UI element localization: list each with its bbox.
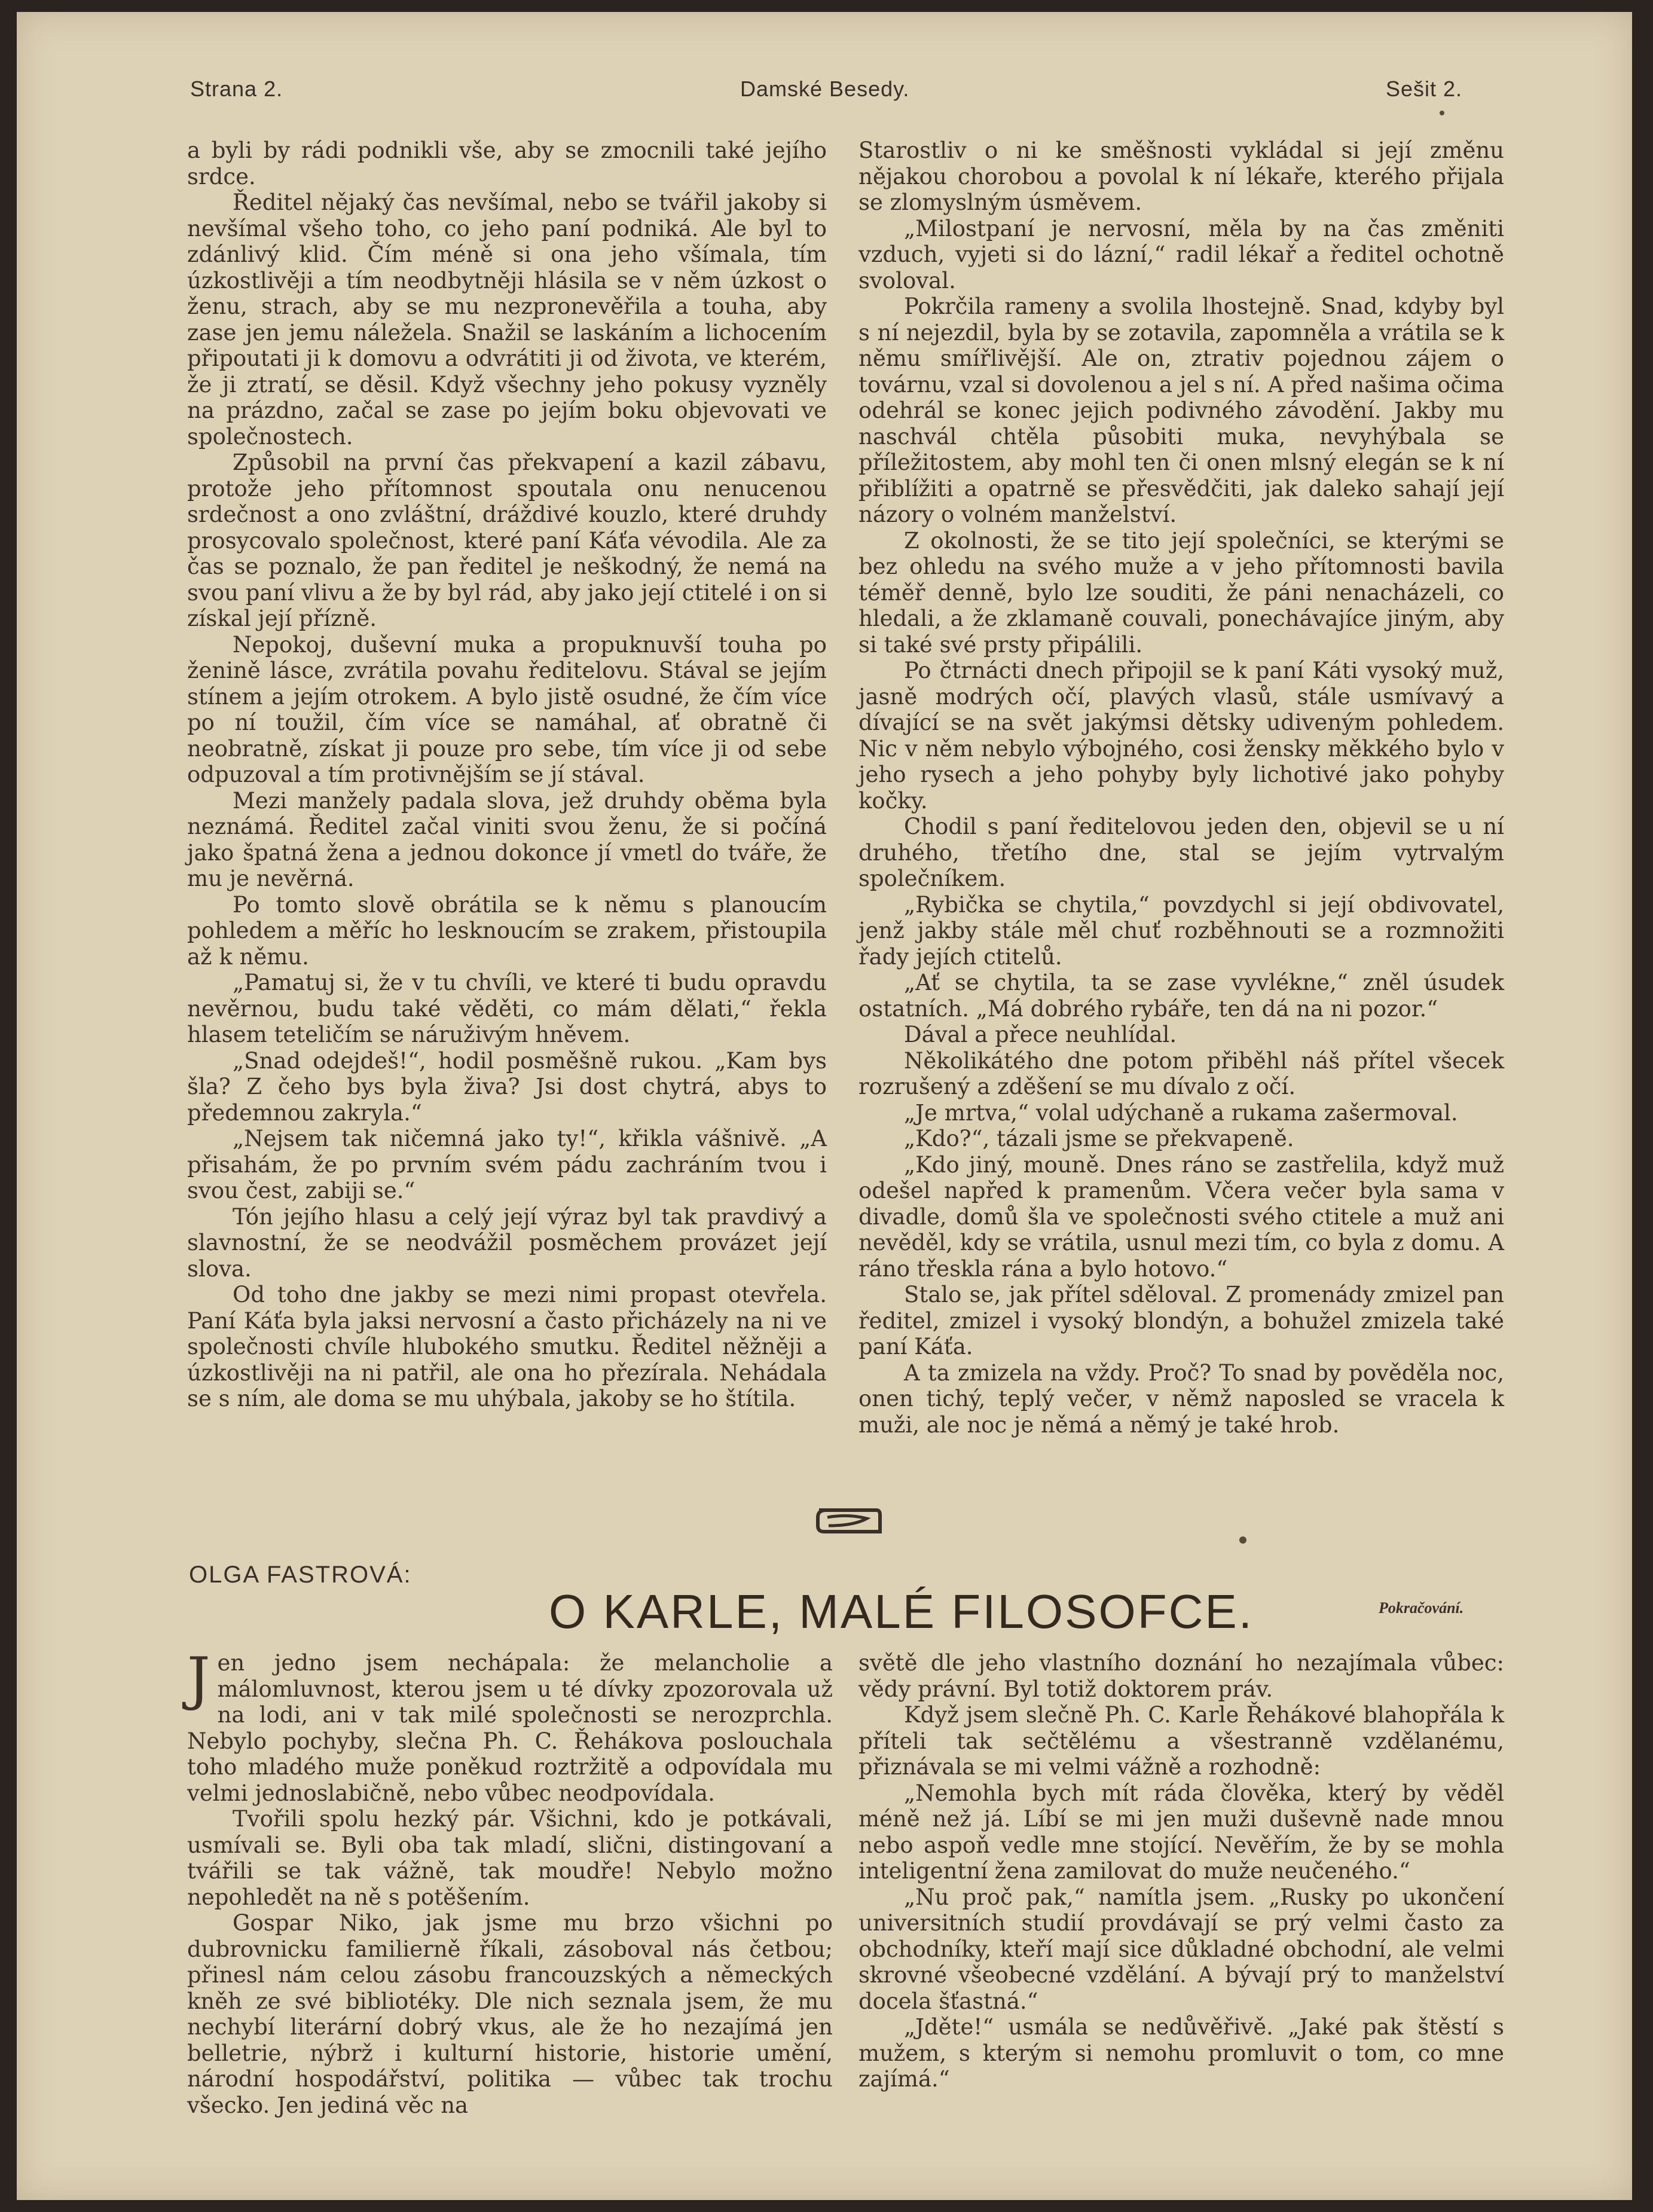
paragraph: Od toho dne jakby se mezi nimi propast otevřela. Paní Káťa byla jaksi nervosní a často přicházely na ni ve společnosti chvíle hlubokého smutku. Ředitel něžněji a úzkostlivěji na ni patřil, ale ona ho přezírala. Nehádala se s ním, ale doma se mu uhýbala, jakoby se ho štítila. xyxy=(187,1282,827,1411)
paragraph: a byli by rádi podnikli vše, aby se zmocnili také jejího srdce. xyxy=(187,138,827,190)
paragraph: Tvořili spolu hezký pár. Všichni, kdo je potkávali, usmívali se. Byli oba tak mladí, slični, distingovaní a tvářili se tak vážně, tak moudře! Nebylo možno nepohledět na ně s potěšením. xyxy=(187,1806,833,1910)
paragraph: Starostliv o ni ke směšnosti vykládal si její změnu nějakou chorobou a povolal k ní lékaře, kterého přijala se zlomyslným úsměvem. xyxy=(858,138,1504,215)
paragraph: „Kdo jiný, mouně. Dnes ráno se zastřelila, když muž odešel napřed k pramenům. Včera večer byla sama v divadle, domů šla ve společnosti svého ctitele a muž ani nevěděl, kdy se vrátila, usnul mezi tím, co byla z domu. A ráno třeskla rána a bylo hotovo.“ xyxy=(858,1151,1504,1282)
paragraph: Tón jejího hlasu a celý její výraz byl tak pravdivý a slavnostní, že se neodvážil posměchem provázet její slova. xyxy=(187,1203,827,1282)
paragraph: Po tomto slově obrátila se k němu s planoucím pohledem a měříc ho lesknoucím se zrakem, přistoupila až k němu. xyxy=(187,891,827,970)
paragraph: Několikátého dne potom přiběhl náš přítel všecek rozrušený a zděšení se mu dívalo z očí. xyxy=(858,1047,1504,1099)
print-speck xyxy=(1440,111,1444,115)
issue-number: Sešit 2. xyxy=(1386,77,1463,101)
paragraph: Nepokoj, duševní muka a propuknuvší touha po ženině lásce, zvrátila povahu ředitelovu. Stával se jejím stínem a jejím otrokem. A bylo jistě osudné, že čím více po ní toužil, čím více se namáhal, ať obratně či neobratně, získat ji pouze pro sebe, tím více ji od sebe odpuzoval a tím protivnějším se jí stával. xyxy=(187,631,827,787)
paragraph: Mezi manžely padala slova, jež druhdy oběma byla neznámá. Ředitel začal viniti svou ženu, že si počíná jako špatná žena a jednou dokonce jí vmetl do tváře, že mu je nevěrná. xyxy=(187,787,827,891)
story1-column-right xyxy=(858,138,1504,1438)
paragraph: Pokrčila rameny a svolila lhostejně. Snad, kdyby byl s ní nejezdil, byla by se zotavila, zapomněla a vrátila se k němu smířlivější. Ale on, ztrativ pojednou zájem o továrnu, vzal si dovolenou a jel s ní. A před našima očima odehrál se konec jejich podivného závodění. Jakby mu naschvál chtěla působiti muka, nevyhýbala se příležitostem, aby mohl ten či onen mlsný elegán se k ní přiblížiti a opatrně se přesvědčiti, jak daleko sahají její názory o volném manželství. xyxy=(858,294,1504,527)
paragraph: „Nu proč pak,“ namítla jsem. „Rusky po ukončení universitních studií provdávají se prý velmi často za obchodníky, kteří mají sice důkladné obchodní, ale velmi skrovné všeobecné vzdělání. A bývají prý to manželství docela šťastná.“ xyxy=(858,1884,1504,2014)
story2-column-left xyxy=(187,1645,833,2118)
paragraph: „Nemohla bych mít ráda člověka, který by věděl méně než já. Líbí se mi jen muži duševně nade mnou nebo aspoň vedle mne stojící. Nevěřím, že by se mohla inteligentní žena zamilovat do muže neučeného.“ xyxy=(858,1780,1504,1884)
magazine-title: Damské Besedy. xyxy=(740,77,910,101)
paragraph: „Ať se chytila, ta se zase vyvlékne,“ zněl úsudek ostatních. „Má dobrého rybáře, ten dá na ni pozor.“ xyxy=(858,970,1504,1022)
drop-cap: J xyxy=(187,1645,210,1712)
paragraph: Dával a přece neuhlídal. xyxy=(904,1022,1177,1047)
story1-column-left xyxy=(187,138,827,1412)
paragraph: „Nejsem tak ničemná jako ty!“, křikla vášnivě. „A přisahám, že po prvním svém pádu zachráním tvou i svou čest, zabiji se.“ xyxy=(187,1126,827,1203)
paragraph: „Je mrtva,“ volal udýchaně a rukama zašermoval. xyxy=(904,1099,1458,1126)
first-paragraph-text: en jedno jsem nechápala: že melancholie a málomluvnost, kterou jsem u té dívky zpozorovala už na lodi, ani v tak milé společnosti se nerozprchla. Nebylo pochyby, slečna Ph. C. Řehákova poslouchala toho mladého muže poněkud roztržitě a odpovídala mu velmi jednoslabičně, nebo vůbec neodpovídala. xyxy=(187,1650,833,1806)
paragraph: Gospar Niko, jak jsme mu brzo všichni po dubrovnicku familierně říkali, zásoboval nás četbou; přinesl nám celou zásobu francouzských a německých kněh ze své bibliotéky. Dle nich seznala jsem, že mu nechybí literární dobrý vkus, ale že ho nezajímá jen belletrie, nýbrž i kulturní historie, historie umění, národní hospodářství, politika — vůbec tak trochu všecko. Jen jediná věc na xyxy=(187,1910,833,2118)
article-title: O KARLE, MALÉ FILOSOFCE. xyxy=(549,1585,1254,1638)
paragraph: Ředitel nějaký čas nevšímal, nebo se tvářil jakoby si nevšímal všeho toho, co jeho paní podniká. Ale byl to zdánlivý klid. Čím méně si ona jeho všímala, tím úzkostlivěji a tím neodbytněji hlásila se v něm úzkost o ženu, strach, aby se mu nezpronevěřila a touha, aby zase jen jemu náležela. Snažil se laskáním a lichocením připoutati ji k domovu a odvrátiti ji od života, ve kterém, že ji ztratí, se děsil. Když všechny jeho pokusy vyzněly na prázdno, začal se zase po jejím boku objevovati ve společnostech. xyxy=(187,190,827,450)
section-ornament-icon xyxy=(812,1502,884,1540)
page-number: Strana 2. xyxy=(190,77,283,101)
paragraph xyxy=(187,1645,833,1806)
paragraph: „Kdo?“, tázali jsme se překvapeně. xyxy=(904,1126,1294,1151)
story2-column-right xyxy=(858,1650,1504,2092)
continued-note: Pokračování. xyxy=(1379,1599,1464,1617)
paragraph: Z okolnosti, že se tito její společníci, se kterými se bez ohledu na svého muže a v jeho přítomnosti bavila téměř denně, bylo lze souditi, že páni nenacházeli, co hledali, a že zklamaně couvali, ponechávajíce jiným, aby si také své prsty připálili. xyxy=(858,527,1504,658)
paragraph: „Jděte!“ usmála se nedůvěřivě. „Jaké pak štěstí s mužem, s kterým si nemohu promluvit o tom, co mne zajímá.“ xyxy=(858,2014,1504,2092)
magazine-page xyxy=(17,12,1632,2200)
article-author: OLGA FASTROVÁ: xyxy=(189,1562,412,1588)
paragraph: Způsobil na první čas překvapení a kazil zábavu, protože jeho přítomnost spoutala onu nenucenou srdečnost a ono zvláštní, dráždivé kouzlo, které druhdy prosycovalo společnost, které paní Káťa vévodila. Ale za čas se poznalo, že pan ředitel je neškodný, že nemá na svou paní vlivu a že by byl rád, aby jako její ctitelé i on si získal její přízně. xyxy=(187,450,827,631)
paragraph: „Snad odejdeš!“, hodil posměšně rukou. „Kam bys šla? Z čeho bys byla živa? Jsi dost chytrá, abys to předemnou zakryla.“ xyxy=(187,1047,827,1126)
paragraph: Stalo se, jak přítel sděloval. Z promenády zmizel pan ředitel, zmizel i vysoký blondýn, a bohužel zmizela také paní Káťa. xyxy=(858,1282,1504,1359)
paragraph: „Rybička se chytila,“ povzdychl si její obdivovatel, jenž jakby stále měl chuť rozběhnouti se a rozmnožiti řady jejích ctitelů. xyxy=(858,891,1504,970)
paragraph: světě dle jeho vlastního doznání ho nezajímala vůbec: vědy právní. Byl totiž doktorem práv. xyxy=(858,1650,1504,1702)
paragraph: Když jsem slečně Ph. C. Karle Řehákové blahopřála k příteli tak sečtělému a všestranně vzdělanému, přiznávala se mi velmi vážně a rozhodně: xyxy=(858,1702,1504,1780)
paragraph: „Pamatuj si, že v tu chvíli, ve které ti budu opravdu nevěrnou, budu také věděti, co mám dělati,“ řekla hlasem teteličím se náruživým hněvem. xyxy=(187,970,827,1047)
paragraph: Chodil s paní ředitelovou jeden den, objevil se u ní druhého, třetího dne, stal se jejím vytrvalým společníkem. xyxy=(858,814,1504,891)
paragraph: Po čtrnácti dnech připojil se k paní Káti vysoký muž, jasně modrých očí, plavých vlasů, stále usmívavý a dívající se na svět jakýmsi dětsky udiveným pohledem. Nic v něm nebylo výbojného, cosi žensky měkkého bylo v jeho rysech a jeho pohyby byly lichotivé jako pohyby kočky. xyxy=(858,658,1504,814)
print-speck xyxy=(1239,1536,1246,1544)
paragraph: A ta zmizela na vždy. Proč? To snad by pověděla noc, onen tichý, teplý večer, v němž naposled se vracela k muži, ale noc je němá a němý je také hrob. xyxy=(858,1359,1504,1438)
paragraph: „Milostpaní je nervosní, měla by na čas změniti vzduch, vyjeti si do lázní,“ radil lékař a ředitel ochotně svoloval. xyxy=(858,215,1504,294)
